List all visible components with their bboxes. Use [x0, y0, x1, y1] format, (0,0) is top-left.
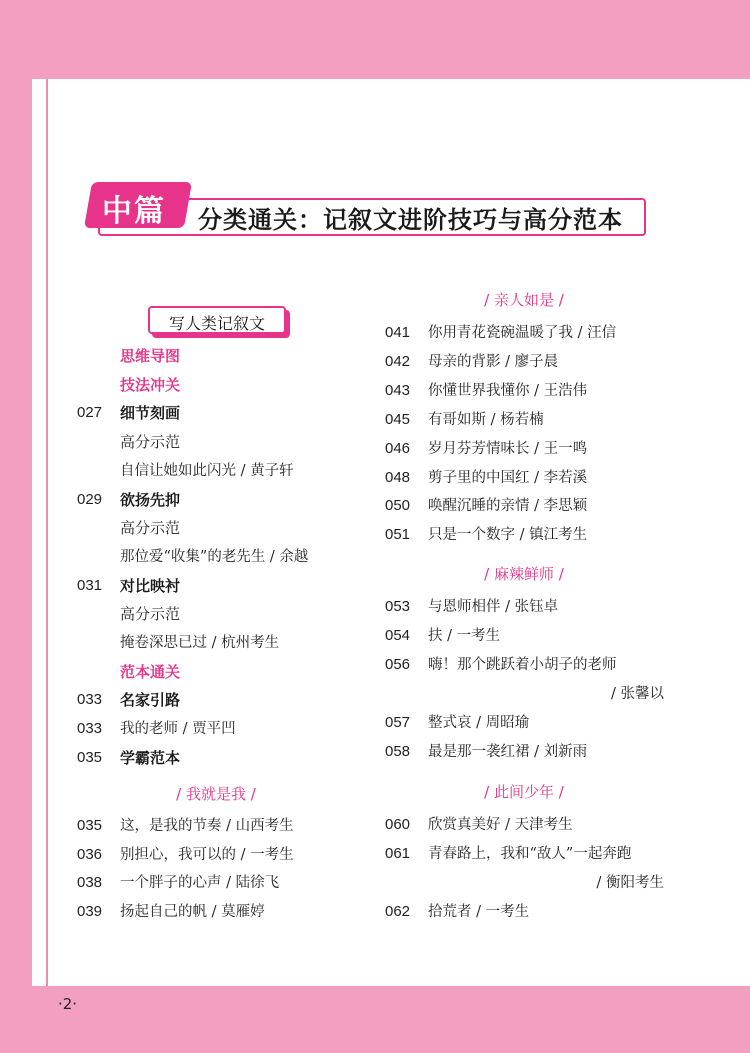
toc-page-number: 048 [385, 468, 411, 486]
toc-entry-title: 我的老师 / 贾平凹 [120, 721, 236, 738]
toc-entry [0, 870, 750, 896]
page-number: ·2· [58, 995, 78, 1013]
toc-page-number: 061 [385, 844, 411, 862]
toc-entry-title: / 衡阳考生 [596, 874, 664, 891]
toc-page-number: 054 [385, 626, 411, 644]
toc-page-number: 035 [77, 748, 103, 766]
toc-entry-title: 剪子里的中国红 / 李若溪 [428, 469, 588, 486]
toc-entry-title: 高分示范 [120, 433, 181, 452]
toc-page-number: 046 [385, 439, 411, 457]
toc-entry [0, 652, 750, 678]
toc-category-heading: / 此间少年 / [484, 783, 564, 801]
toc-entry-title: 高分示范 [120, 605, 181, 624]
toc-entry [0, 465, 750, 491]
chapter-banner [88, 182, 646, 236]
section-heading-text: 写人类记叙文 [168, 314, 265, 333]
toc-entry-title: 欣赏真美好 / 天津考生 [428, 817, 573, 833]
toc-category-heading: / 亲人如是 / [484, 291, 564, 309]
toc-entry-title: 你用青花瓷碗温暖了我 / 汪信 [428, 325, 617, 341]
toc-entry-title: / 张馨以 [611, 685, 664, 702]
toc-entry [0, 623, 750, 649]
toc-entry-title: 最是那一袭红裙 / 刘新雨 [428, 743, 588, 760]
toc-page-number: 053 [385, 598, 411, 615]
toc-entry-title: 学霸范本 [120, 748, 181, 767]
toc-entry-title: 别担心，我可以的 / 一考生 [120, 846, 294, 863]
toc-page-number: 056 [385, 655, 411, 673]
toc-entry-title: 技法冲关 [120, 375, 181, 394]
toc-entry [0, 812, 750, 838]
toc-entry-title: 一个胖子的心声 / 陆徐飞 [120, 875, 280, 892]
toc-page-number: 038 [77, 874, 103, 892]
toc-entry-title: 青春路上，我和“敌人”一起奔跑 [428, 845, 632, 862]
toc-page-number: 039 [77, 903, 103, 921]
toc-page-number: 058 [385, 742, 411, 760]
toc-entry [0, 436, 750, 462]
toc-page-number: 029 [77, 490, 103, 508]
toc-entry [0, 841, 750, 867]
toc-page-number: 033 [77, 720, 103, 738]
toc-entry [0, 522, 750, 548]
toc-entry-title: 母亲的背影 / 廖子晨 [428, 353, 559, 370]
toc-entry-title: 思维导图 [120, 347, 181, 365]
toc-entry-title: 细节刻画 [120, 404, 181, 423]
toc-entry-title: 扬起自己的帆 / 莫雁婷 [120, 904, 265, 921]
toc-entry-title: 自信让她如此闪光 / 黄子轩 [120, 462, 294, 479]
toc-entry-title: 整式哀 / 周昭瑜 [428, 714, 530, 731]
toc-page-number: 031 [77, 576, 103, 594]
toc-page-number: 027 [77, 404, 103, 422]
toc-entry-title: 这，是我的节奏 / 山西考生 [120, 818, 294, 834]
toc-page-number: 050 [385, 497, 411, 515]
toc-page-number: 062 [385, 902, 411, 920]
toc-entry-title: 欲扬先抑 [120, 490, 181, 509]
toc-entry-title: 只是一个数字 / 镇江考生 [428, 527, 588, 544]
toc-entry [0, 739, 750, 765]
toc-page-number: 042 [385, 352, 411, 370]
toc-entry-title: 扶 / 一考生 [428, 627, 501, 644]
toc-category-heading: / 我就是我 / [176, 785, 256, 803]
chapter-title: 分类通关：记叙文进阶技巧与高分范本 [198, 206, 623, 234]
toc-entry [0, 710, 750, 736]
toc-entry [0, 320, 750, 346]
toc-entry [0, 349, 750, 375]
toc-entry-title: 对比映衬 [120, 576, 181, 595]
toc-entry [0, 378, 750, 404]
toc-entry [0, 681, 750, 707]
toc-entry-title: 与恩师相伴 / 张钰卓 [428, 599, 559, 615]
toc-page-number: 057 [385, 713, 411, 731]
toc-entry [0, 899, 750, 925]
toc-page-number: 036 [77, 845, 103, 863]
toc-category-heading: / 麻辣鲜师 / [484, 565, 564, 583]
toc-entry-title: 范本通关 [120, 662, 181, 681]
toc-entry-title: 名家引路 [120, 691, 181, 710]
toc-entry-title: 岁月芬芳情味长 / 王一鸣 [428, 440, 588, 457]
toc-page-number: 043 [385, 381, 411, 399]
toc-page-number: 045 [385, 410, 411, 428]
toc-entry-title: 高分示范 [120, 519, 181, 538]
toc-entry [0, 493, 750, 519]
toc-entry-title: 那位爱“收集”的老先生 / 余越 [120, 548, 309, 565]
toc-entry-title: 唤醒沉睡的亲情 / 李思颖 [428, 498, 588, 515]
toc-page-number: 033 [77, 691, 103, 709]
toc-entry-title: 你懂世界我懂你 / 王浩伟 [428, 382, 588, 399]
toc-entry-title: 掩卷深思已过 / 杭州考生 [120, 635, 280, 651]
toc-entry-title: 嗨！那个跳跃着小胡子的老师 [428, 656, 617, 673]
toc-entry-title: 拾荒者 / 一考生 [428, 903, 530, 920]
banner-tag-text: 中篇 [102, 194, 166, 229]
toc-page-number: 060 [385, 816, 411, 833]
toc-entry [0, 407, 750, 433]
toc-page-number: 035 [77, 817, 103, 834]
toc-page-number: 041 [385, 324, 411, 341]
toc-page-number: 051 [385, 526, 411, 544]
toc-entry-title: 有哥如斯 / 杨若楠 [428, 411, 544, 428]
toc-entry [0, 594, 750, 620]
